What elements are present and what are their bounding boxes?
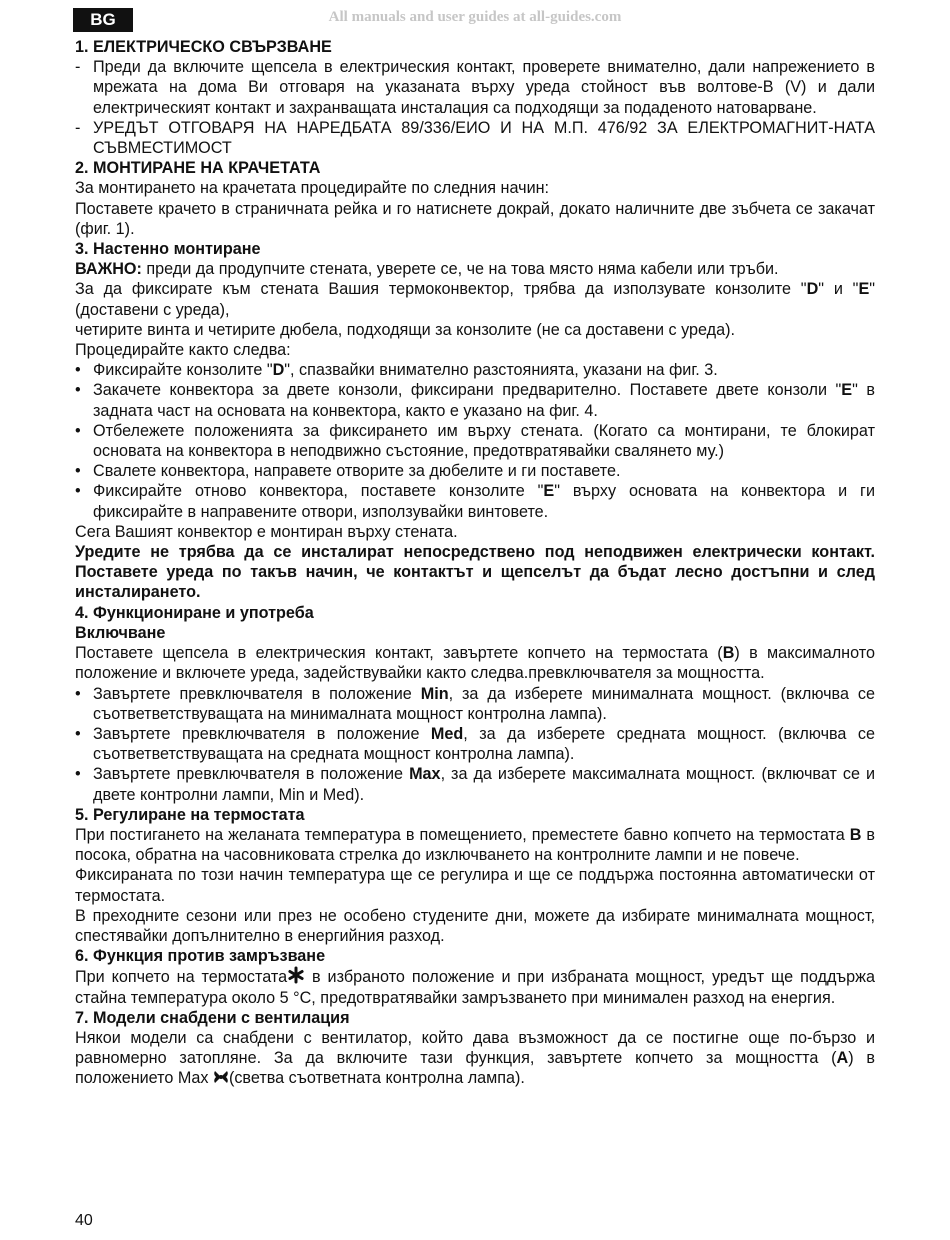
paragraph: четирите винта и четирите дюбела, подходящи за конзолите (не са доставени с уреда).	[75, 320, 736, 339]
list-item: • Завъртете превключвателя в положение Min, за да изберете минималната мощност. (включва се съответветствуващата на минималната мощност контролна лампа).	[75, 684, 875, 723]
warning-note: Уредите не трябва да се инсталират непосредствено под неподвижен електрически контакт. Поставете уреда по такъв начин, че контактът и щепселът да бъдат лесно достъпни и след инсталирането.	[75, 543, 875, 602]
language-badge: BG	[73, 8, 133, 32]
paragraph: Поставете щепсела в електрическия контакт, завъртете копчето на термостата (B) в максималното положение и включете уреда, задействувайки както следва.превключвателя за мощността.	[75, 644, 875, 683]
paragraph: В преходните сезони или през не особено студените дни, можете да избирате минималната мощност, спестявайки допълнително в енергийния разход.	[75, 906, 875, 945]
important-note: ВАЖНО: преди да продупчите стената, уверете се, че на това място няма кабели или тръби.	[75, 260, 779, 279]
list-item: • Свалете конвектора, направете отворите за дюбелите и ги поставете.	[75, 462, 621, 481]
paragraph: Сега Вашият конвектор е монтиран върху стената.	[75, 522, 458, 541]
watermark: All manuals and user guides at all-guides.com	[328, 9, 622, 25]
section-3-title: 3. Настенно монтиране	[75, 240, 261, 259]
section-1-title: 1. ЕЛЕКТРИЧЕСКО СВЪРЗВАНЕ	[75, 38, 332, 56]
list-item: • Отбележете положенията за фиксирането им върху стената. (Когато са монтирани, те блокират основата на конвектора в неподвижно състояние, предотвратявайки свалянето му.)	[75, 421, 875, 461]
paragraph: При копчето на термостата в избраното положение и при избраната мощност, уредът ще поддържа стайна температура около 5 °C, предотвратявайки замръзването при минимален разход на енергия.	[75, 968, 876, 1007]
section-7-title: 7. Модели снабдени с вентилация	[75, 1008, 350, 1027]
snowflake-icon	[287, 966, 305, 984]
page-number: 40	[75, 1212, 93, 1229]
section-4-subtitle: Включване	[75, 623, 166, 642]
paragraph: При постигането на желаната температура в помещението, преместете бавно копчето на термостата B в посока, обратна на часовниковата стрелка до изключването на контролните лампи и не повече.	[75, 825, 875, 865]
fan-icon	[213, 1069, 229, 1085]
paragraph: Процедирайте както следва:	[75, 341, 291, 360]
section-4-title: 4. Функциониране и употреба	[75, 603, 314, 622]
list-item: - Преди да включите щепсела в електрическия контакт, проверете внимателно, дали напрежението в мрежата на дома Ви отговаря на указаната върху уреда стойност във волтове-В (V) и дали електрическият контакт и захранващата инсталация са подходящи за подаденото натоварване.	[75, 58, 875, 117]
list-item: • Фиксирайте конзолите "D", спазвайки внимателно разстоянията, указани на фиг. 3.	[75, 361, 718, 380]
list-item: - УРЕДЪТ ОТГОВАРЯ НА НАРЕДБАТА 89/336/ЕИО И НА М.П. 476/92 ЗА ЕЛЕКТРОМАГНИТ-НАТА СЪВМЕСТИМОСТ	[75, 118, 875, 158]
list-item: • Завъртете превключвателя в положение Max, за да изберете максималната мощност. (включват се и двете контролни лампи, Min и Med).	[75, 765, 876, 804]
section-6-title: 6. Функция против замръзване	[75, 947, 326, 966]
list-item: • Завъртете превключвателя в положение Med, за да изберете средната мощност. (включва се съответветствуващата на средната мощност контролна лампа).	[75, 724, 875, 764]
list-item: • Закачете конвектора за двете конзоли, фиксирани предварително. Поставете двете конзоли "E" в задната част на основата на конвектора, както е указано на фиг. 4.	[75, 381, 876, 420]
paragraph: Някои модели са снабдени с вентилатор, който дава възможност да се постигне още по-бързо и равномерно затопляне. За да включите тази функция, завъртете копчето за мощността (A) в положението Max (светва съответната контролна лампа).	[75, 1028, 875, 1088]
paragraph: За да фиксирате към стената Вашия термоконвектор, трябва да използувате конзолите "D" и "E" (доставени с уреда),	[75, 280, 875, 319]
list-item: • Фиксирайте отново конвектора, поставете конзолите "E" върху основата на конвектора и ги фиксирайте в направените отвори, използувайки винтовете.	[75, 482, 875, 521]
paragraph: За монтирането на крачетата процедирайте по следния начин:	[75, 179, 550, 198]
section-5-title: 5. Регулиране на термостата	[75, 805, 305, 824]
document-body	[75, 37, 875, 1089]
paragraph: Фиксираната по този начин температура ще се регулира и ще се поддържа постоянна автоматически от термостата.	[75, 866, 875, 905]
section-2-title: 2. МОНТИРАНЕ НА КРАЧЕТАТА	[75, 159, 321, 178]
paragraph: Поставете крачето в страничната рейка и го натиснете докрай, докато наличните две зъбчета се закачат (фиг. 1).	[75, 199, 875, 238]
